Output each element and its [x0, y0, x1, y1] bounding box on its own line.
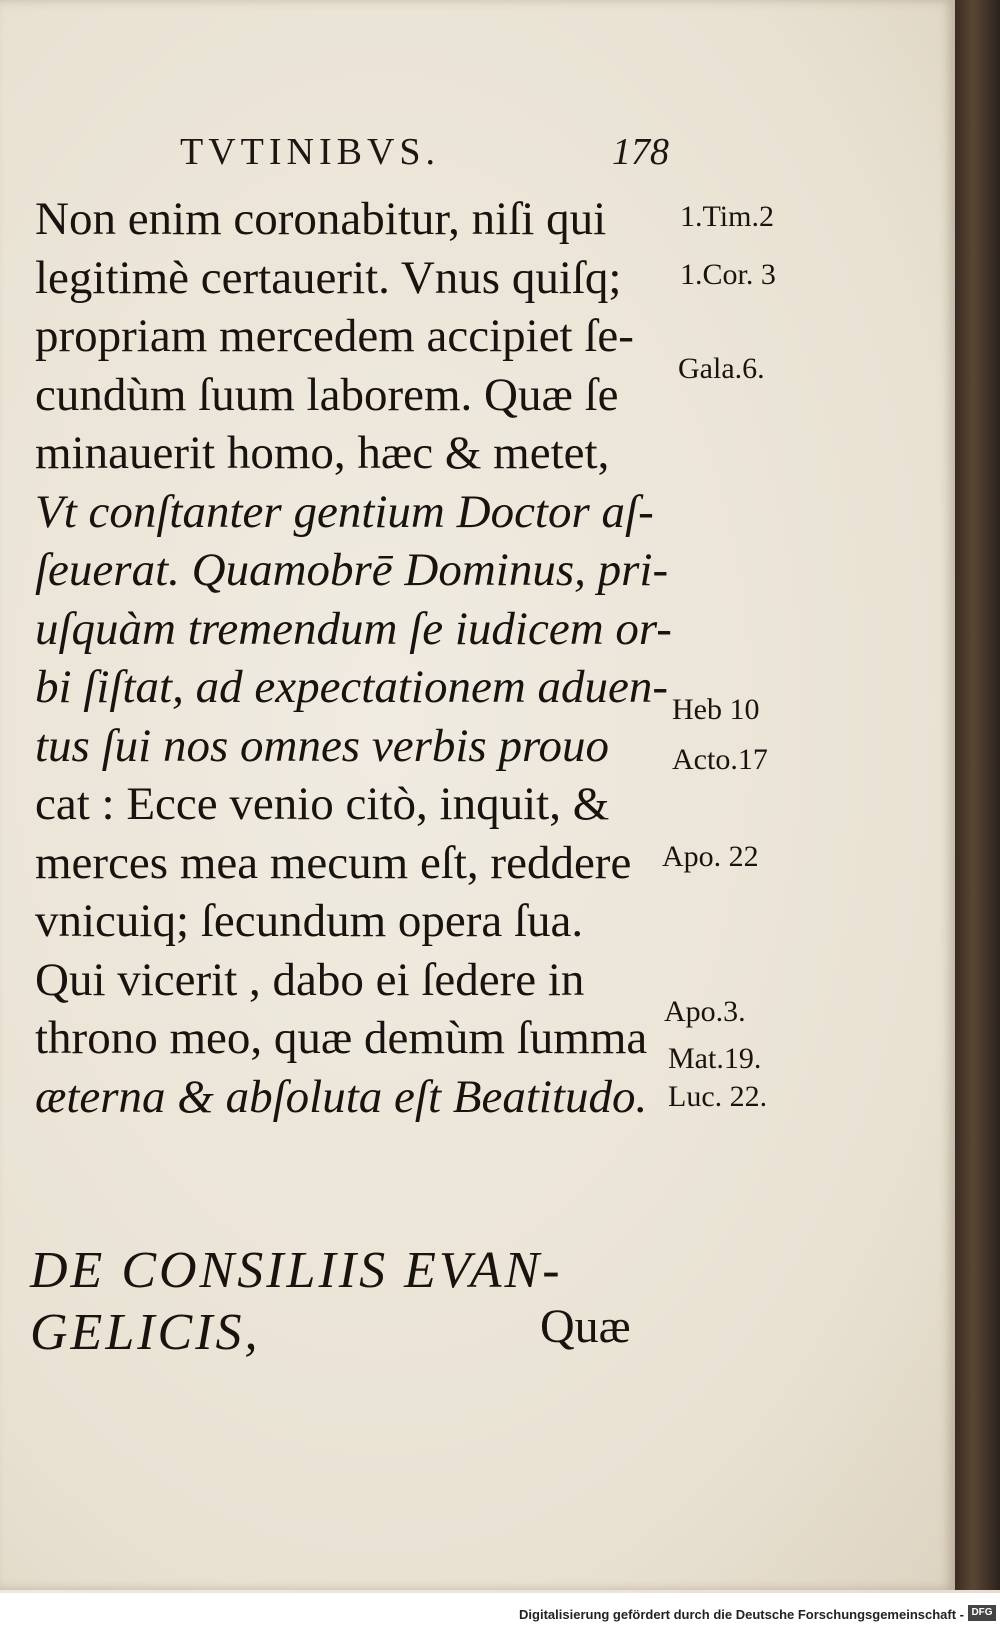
margin-note: Luc. 22. — [668, 1080, 768, 1113]
section-heading-line: DE CONSILIIS EVAN- — [30, 1242, 563, 1299]
margin-note: Acto.17 — [672, 743, 768, 776]
margin-note: 1.Tim.2 — [680, 200, 774, 233]
page-number: 178 — [612, 131, 669, 173]
body-line: legitimè certauerit. Vnus quiſq; — [35, 251, 622, 304]
body-line: merces mea mecum eſt, reddere — [35, 836, 632, 889]
body-line: tus ſui nos omnes verbis prouo — [35, 719, 610, 772]
margin-note: Mat.19. — [668, 1042, 762, 1075]
footer-credit: Digitalisierung gefördert durch die Deutsche Forschungsgemeinschaft - — [519, 1607, 964, 1622]
book-edge — [955, 0, 1000, 1590]
body-line: vnicuiq; ſecundum opera ſua. — [35, 895, 584, 947]
body-line: Qui vicerit , dabo ei ſedere in — [35, 953, 585, 1006]
catchword: Quæ — [540, 1300, 631, 1353]
running-head: TVTINIBVS. — [180, 131, 441, 173]
body-line: propriam mercedem accipiet ſe- — [35, 310, 634, 362]
margin-note: Apo.3. — [664, 995, 746, 1028]
section-heading — [30, 1240, 563, 1364]
margin-note: Gala.6. — [678, 352, 765, 385]
body-text — [35, 190, 675, 1126]
body-line: uſquàm tremendum ſe iudicem or- — [35, 602, 672, 655]
body-line: Vt conſtanter gentium Doctor aſ- — [35, 485, 654, 538]
body-line: minauerit homo, hæc & metet, — [35, 427, 610, 479]
dfg-logo: DFG — [968, 1605, 996, 1621]
body-line: cat : Ecce venio citò, inquit, & — [35, 778, 610, 830]
body-line: æterna & abſoluta eſt Beatitudo. — [35, 1070, 648, 1123]
margin-note: Heb 10 — [672, 693, 760, 726]
margin-note: 1.Cor. 3 — [680, 258, 776, 291]
body-line: Non enim coronabitur, niſi qui — [35, 193, 607, 245]
body-line: bi ſiſtat, ad expectationem aduen- — [35, 661, 669, 713]
body-line: ſeuerat. Quamobrē Dominus, pri- — [35, 544, 669, 596]
body-line: cundùm ſuum laborem. Quæ ſe — [35, 368, 619, 421]
section-heading-line: GELICIS, — [30, 1304, 261, 1361]
margin-note: Apo. 22 — [662, 840, 759, 873]
body-line: throno meo, quæ demùm ſumma — [35, 1012, 648, 1064]
